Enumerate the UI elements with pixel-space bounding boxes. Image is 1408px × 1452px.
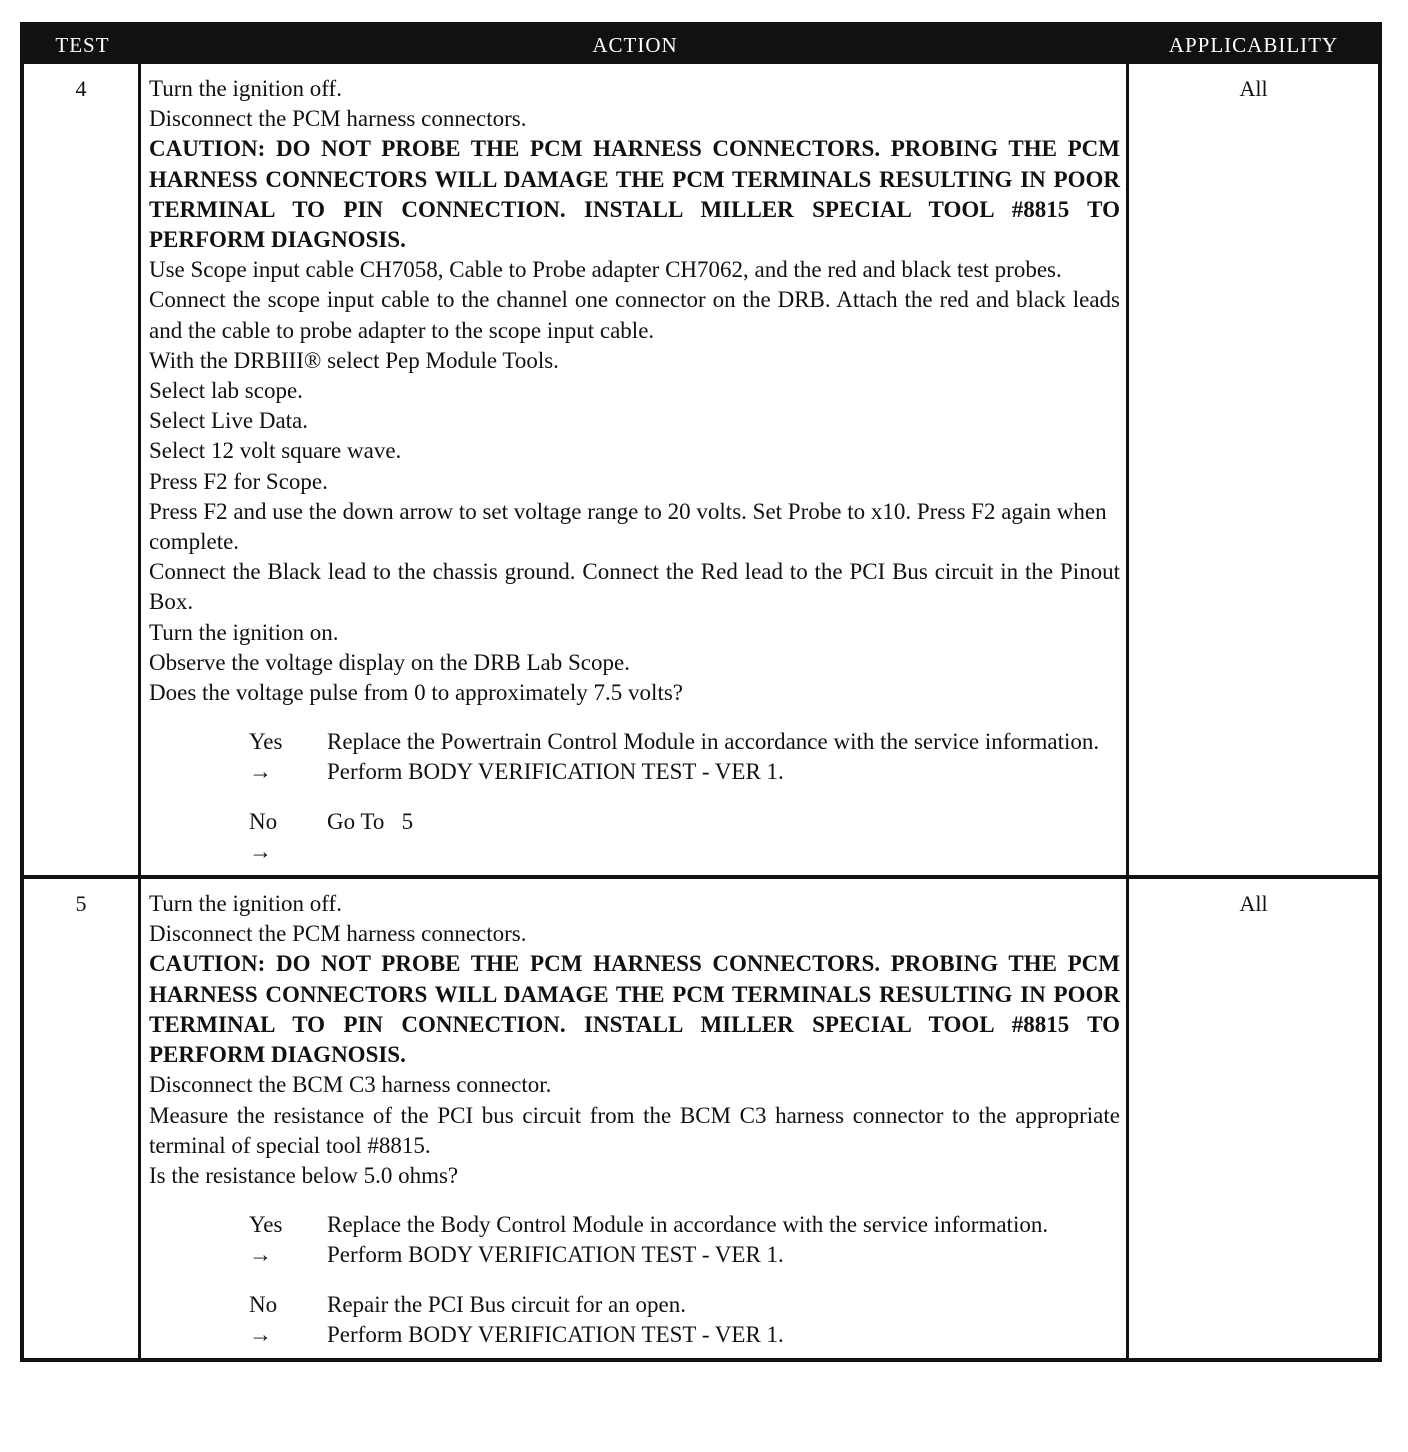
diagnostic-table — [20, 22, 1382, 1362]
yes-label: Yes — [249, 729, 283, 755]
test-number: 4 — [24, 64, 141, 875]
test-number: 5 — [24, 879, 141, 1358]
outcome-text: Perform BODY VERIFICATION TEST - VER 1. — [327, 1242, 784, 1268]
step-line: Observe the voltage display on the DRB Lab Scope. — [149, 649, 630, 675]
step-line: Turn the ignition on. — [149, 619, 339, 645]
step-line: Turn the ignition off. — [149, 891, 342, 917]
step-line: Turn the ignition off. — [149, 76, 342, 101]
step-line: Disconnect the PCM harness connectors. — [149, 106, 527, 132]
arrow-right-icon: → — [249, 1321, 272, 1347]
step-line: Select lab scope. — [149, 378, 303, 404]
yes-label: Yes — [249, 1212, 283, 1238]
step-line: With the DRBIII® select Pep Module Tools. — [149, 347, 559, 373]
step-line: Is the resistance below 5.0 ohms? — [149, 1162, 459, 1188]
header-applicability: APPLICABILITY — [1168, 32, 1339, 57]
action-cell — [141, 879, 1129, 1358]
step-line: Select Live Data. — [149, 408, 309, 434]
arrow-right-icon: → — [249, 759, 272, 785]
no-label: No — [249, 1291, 278, 1317]
action-cell — [141, 64, 1129, 875]
caution-text: CAUTION: DO NOT PROBE THE PCM HARNESS CONNECTORS. PROBING THE PCM HARNESS CONNECTORS WILL DAMAGE THE PCM TERMINALS RESULTING IN POOR TERMINAL TO PIN CONNECTION. INSTALL MILLER SPECIAL TOOL #8815 TO PERFORM DIAGNOSIS. — [149, 136, 1120, 253]
step-line: Connect the Black lead to the chassis ground. Connect the Red lead to the PCI Bus circuit in the Pinout Box. — [149, 559, 1120, 615]
arrow-right-icon: → — [249, 838, 272, 864]
applicability-value: All — [1239, 76, 1268, 101]
step-line: Disconnect the PCM harness connectors. — [149, 921, 527, 947]
step-line: Connect the scope input cable to the channel one connector on the DRB. Attach the red and black leads and the cable to probe adapter to the scope input cable. — [149, 287, 1120, 343]
applicability-value: All — [1239, 891, 1268, 917]
outcome-no — [149, 807, 1120, 867]
table-row — [24, 875, 1378, 1358]
outcome-text: Perform BODY VERIFICATION TEST - VER 1. — [327, 759, 784, 785]
header-action: ACTION — [592, 32, 678, 57]
step-line: Press F2 for Scope. — [149, 468, 328, 494]
table-header — [24, 26, 1378, 64]
no-label: No — [249, 808, 278, 834]
outcome-text: Go To 5 — [327, 808, 414, 834]
outcome-text: Perform BODY VERIFICATION TEST - VER 1. — [327, 1321, 784, 1347]
step-line: Measure the resistance of the PCI bus circuit from the BCM C3 harness connector to the appropriate terminal of special tool #8815. — [149, 1102, 1120, 1158]
outcome-text: Replace the Powertrain Control Module in accordance with the service information. — [327, 729, 1100, 755]
step-line: Does the voltage pulse from 0 to approximately 7.5 volts? — [149, 680, 683, 706]
outcome-text: Repair the PCI Bus circuit for an open. — [327, 1291, 686, 1317]
header-test: TEST — [55, 32, 110, 57]
caution-text: CAUTION: DO NOT PROBE THE PCM HARNESS CONNECTORS. PROBING THE PCM HARNESS CONNECTORS WILL DAMAGE THE PCM TERMINALS RESULTING IN POOR TERMINAL TO PIN CONNECTION. INSTALL MILLER SPECIAL TOOL #8815 TO PERFORM DIAGNOSIS. — [149, 951, 1120, 1068]
outcome-yes — [149, 1210, 1120, 1270]
table-row — [24, 64, 1378, 875]
step-line: Press F2 and use the down arrow to set voltage range to 20 volts. Set Probe to x10. Press F2 again when complete. — [149, 498, 1107, 555]
outcome-yes — [149, 727, 1120, 787]
outcome-text: Replace the Body Control Module in accordance with the service information. — [327, 1212, 1049, 1238]
step-line: Disconnect the BCM C3 harness connector. — [149, 1072, 552, 1098]
step-line: Use Scope input cable CH7058, Cable to Probe adapter CH7062, and the red and black test probes. — [149, 257, 1062, 283]
step-line: Select 12 volt square wave. — [149, 438, 402, 464]
arrow-right-icon: → — [249, 1242, 272, 1268]
outcome-no — [149, 1290, 1120, 1350]
